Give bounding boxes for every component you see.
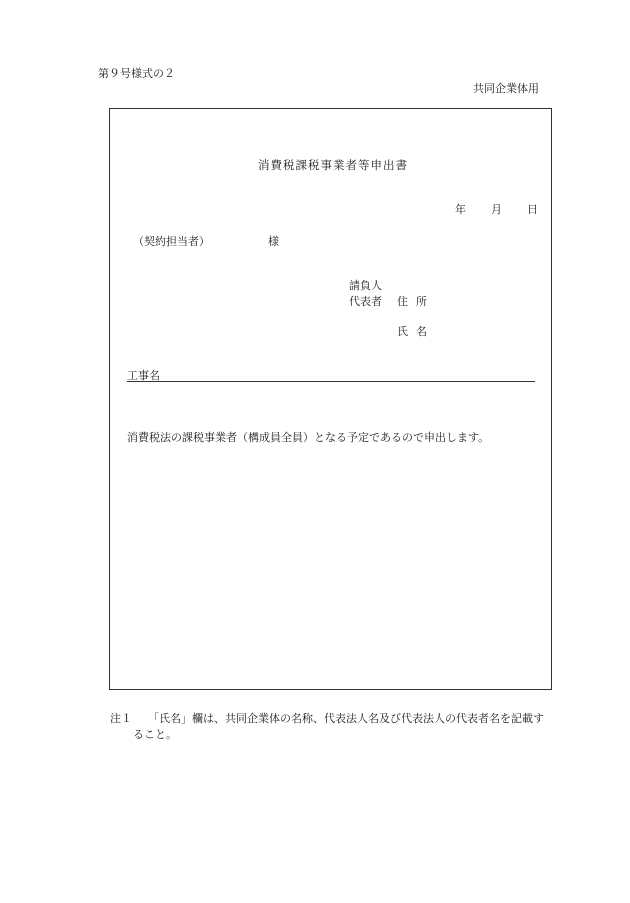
note-text-line2: ること。 [133,728,177,741]
date-year-label: 年 [455,203,466,216]
name-label: 氏名 [397,325,435,338]
contractor-label: 請負人 [349,279,382,292]
document-title: 消費税課税事業者等申出書 [258,158,408,172]
declaration-text: 消費税法の課税事業者（構成員全員）となる予定であるので申出します。 [127,431,490,444]
note-text-line1: 「氏名」欄は、共同企業体の名称、代表法人名及び代表法人の代表者名を記載す [148,712,544,725]
form-number: 第９号様式の２ [98,67,175,80]
form-box [109,108,552,690]
honorific-label: 様 [268,235,279,248]
note-number: 注１ [110,712,132,725]
address-label: 住所 [397,295,435,308]
project-name-label: 工事名 [127,369,160,382]
usage-label: 共同企業体用 [473,82,539,95]
representative-label: 代表者 [349,295,382,308]
project-name-field[interactable] [127,367,535,382]
date-day-label: 日 [527,203,538,216]
addressee-label: （契約担当者） [133,235,210,248]
date-month-label: 月 [491,203,502,216]
